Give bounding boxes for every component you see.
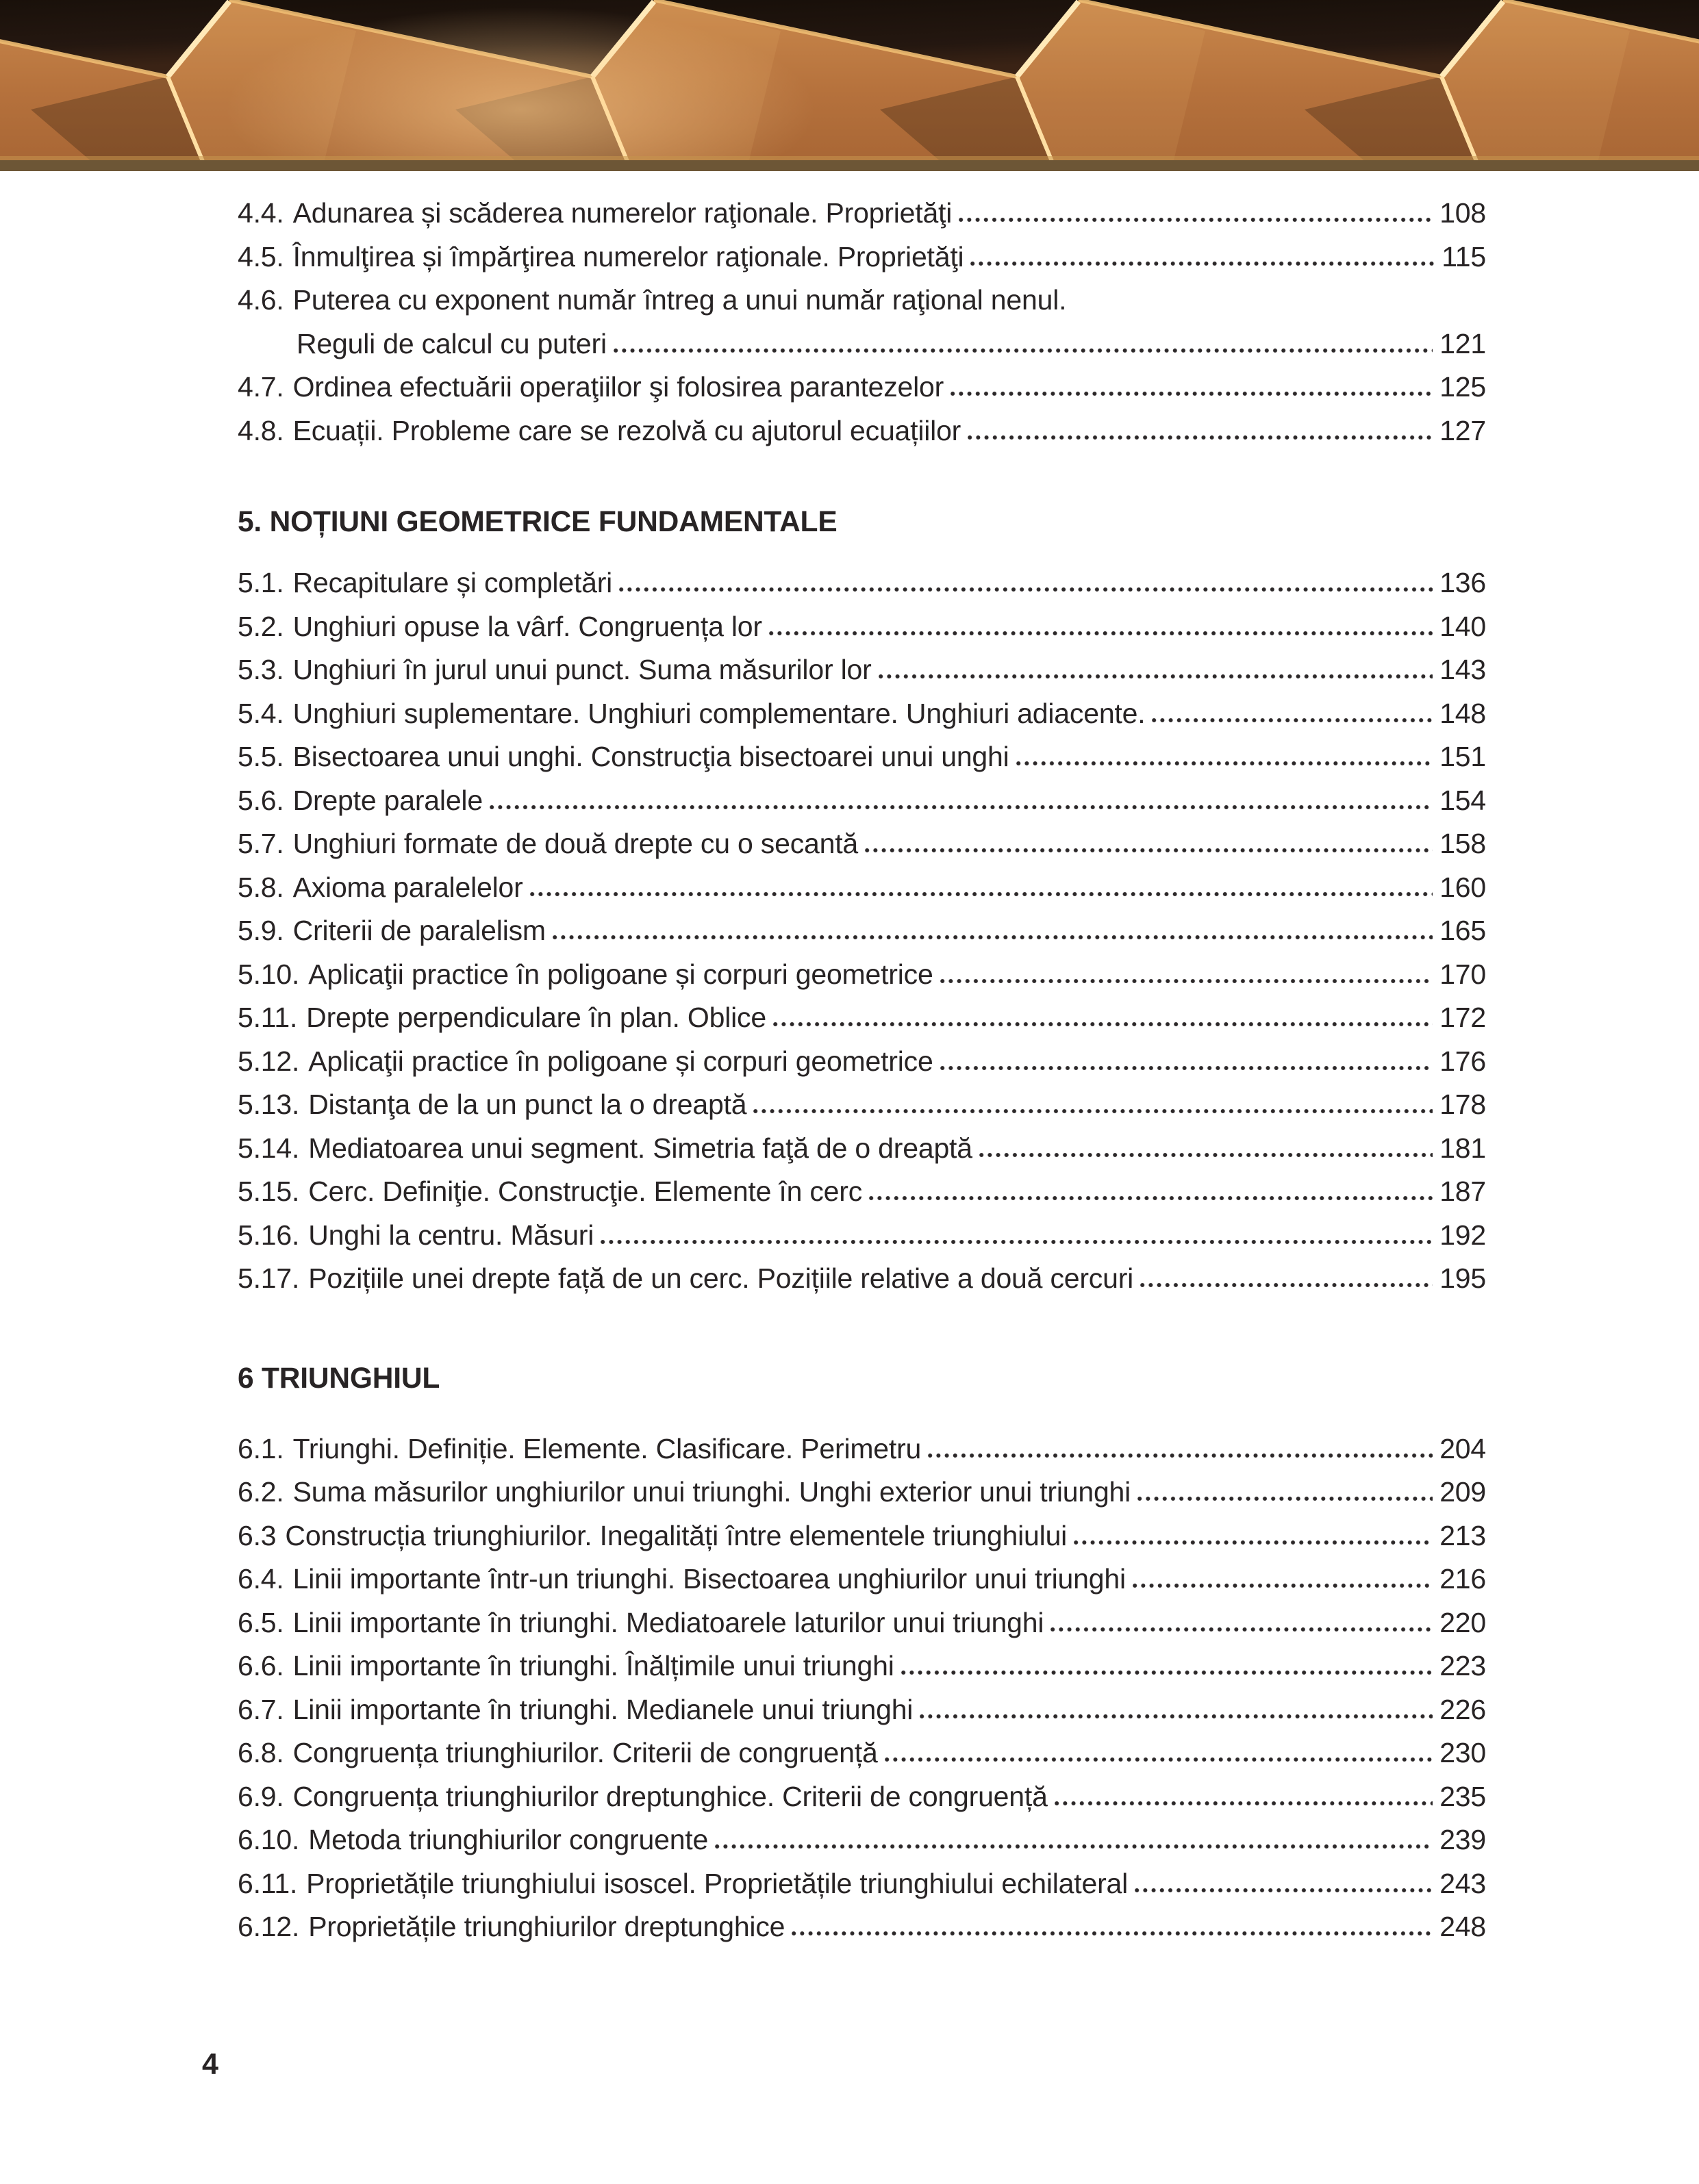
toc-entry-page-number: 204 [1439, 1432, 1486, 1464]
toc-entry-title: Linii importante în triunghi. Înălțimile unui triunghi [292, 1650, 894, 1681]
toc-entry-page-number: 143 [1439, 654, 1486, 685]
toc-entry-title: Proprietățile triunghiului isoscel. Proprietățile triunghiului echilateral [306, 1867, 1129, 1899]
toc-entry [238, 822, 1486, 866]
toc-entry-number: 4.6. [238, 284, 284, 316]
toc-entry-number: 6.11. [238, 1867, 298, 1899]
dot-leader [940, 978, 1433, 984]
toc-entry-title: Reguli de calcul cu puteri [297, 327, 607, 359]
dot-leader [959, 216, 1433, 223]
dot-leader [901, 1669, 1433, 1675]
dot-leader [885, 1756, 1433, 1762]
dot-leader [601, 1239, 1433, 1245]
toc-entry [238, 996, 1486, 1040]
toc-entry-page-number: 160 [1439, 871, 1486, 903]
toc-entry-page-number: 243 [1439, 1867, 1486, 1899]
toc-entry-title: Congruența triunghiurilor dreptunghice. Criterii de congruență [292, 1780, 1048, 1812]
toc-entry-page-number: 127 [1439, 414, 1486, 446]
dot-leader [1137, 1495, 1433, 1501]
toc-entry [238, 1514, 1486, 1558]
toc-entry-page-number: 125 [1439, 371, 1486, 403]
toc-entry-page-number: 176 [1439, 1045, 1486, 1077]
dot-leader [951, 390, 1433, 396]
toc-entry-title: Axioma paralelelor [292, 871, 523, 903]
toc-entry [238, 1862, 1486, 1906]
toc-entry-page-number: 170 [1439, 958, 1486, 990]
section-heading: 6 TRIUNGHIUL [238, 1362, 440, 1395]
toc-entry-page-number: 172 [1439, 1002, 1486, 1033]
toc-entry-page-number: 230 [1439, 1737, 1486, 1768]
dot-leader [979, 1152, 1433, 1158]
dot-leader [928, 1452, 1433, 1458]
dot-leader [1050, 1626, 1433, 1632]
toc-entry-title: Unghiuri formate de două drepte cu o secantă [292, 828, 858, 859]
toc-entry-title: Congruența triunghiurilor. Criterii de congruență [292, 1737, 878, 1768]
header-banner [0, 0, 1699, 171]
toc-entry-number: 5.10. [238, 958, 300, 990]
toc-entry-number: 5.5. [238, 741, 284, 772]
toc-entry-number: 4.5. [238, 240, 284, 272]
dot-leader [869, 1195, 1433, 1201]
toc-entry [238, 1905, 1486, 1949]
toc-entry [238, 605, 1486, 649]
toc-entry [238, 735, 1486, 779]
toc-entry-title: Pozițiile unei drepte față de un cerc. Pozițiile relative a două cercuri [308, 1262, 1134, 1294]
toc-entry-title: Suma măsurilor unghiurilor unui triunghi. Unghi exterior unui triunghi [292, 1476, 1131, 1508]
toc-entry-number: 6.2. [238, 1476, 284, 1508]
toc-entry-title: Bisectoarea unui unghi. Construcţia bisectoarei unui unghi [292, 741, 1009, 772]
toc-entry-page-number: 178 [1439, 1089, 1486, 1120]
toc-entry-page-number: 226 [1439, 1693, 1486, 1725]
toc-entry [238, 561, 1486, 605]
toc-entry-number: 4.4. [238, 197, 284, 229]
toc-entry [238, 779, 1486, 823]
toc-entry-number: 6.3 [238, 1519, 277, 1551]
dot-leader [968, 434, 1433, 440]
toc-entry-title: Unghiuri suplementare. Unghiuri complementare. Unghiuri adiacente. [292, 697, 1146, 729]
toc-entry-number: 6.10. [238, 1824, 300, 1855]
toc-entry-page-number: 213 [1439, 1519, 1486, 1551]
toc-entry-page-number: 136 [1439, 567, 1486, 598]
toc-entry-title: Unghiuri opuse la vârf. Congruența lor [292, 610, 762, 642]
section-heading: 5. NOȚIUNI GEOMETRICE FUNDAMENTALE [238, 506, 838, 538]
toc-entry-number: 5.6. [238, 784, 284, 816]
toc-entry-title: Recapitulare și completări [292, 567, 613, 598]
toc-entry-page-number: 108 [1439, 197, 1486, 229]
dot-leader [970, 260, 1435, 266]
toc-entry-title: Unghi la centru. Măsuri [308, 1219, 594, 1251]
dot-leader [940, 1065, 1433, 1071]
toc-entry-title: Unghiuri în jurul unui punct. Suma măsurilor lor [292, 654, 872, 685]
table-of-contents [0, 171, 1486, 1949]
toc-entry [238, 1471, 1486, 1514]
toc-entry-title: Proprietățile triunghiurilor dreptunghice [308, 1911, 785, 1942]
toc-entry-title: Ecuații. Probleme care se rezolvă cu ajutorul ecuațiilor [292, 414, 961, 446]
dot-leader [879, 673, 1433, 679]
dot-leader [865, 847, 1433, 853]
toc-entry [238, 366, 1486, 409]
toc-entry-page-number: 154 [1439, 784, 1486, 816]
toc-entry-page-number: 181 [1439, 1132, 1486, 1164]
toc-entry-title: Linii importante în triunghi. Medianele unui triunghi [292, 1693, 914, 1725]
toc-section [238, 500, 1486, 1301]
toc-entry-title: Linii importante în triunghi. Mediatoarele laturilor unui triunghi [292, 1606, 1044, 1638]
dot-leader [553, 934, 1433, 940]
dot-leader [920, 1713, 1433, 1719]
toc-entry [238, 1083, 1486, 1127]
toc-entry [238, 866, 1486, 910]
toc-entry [238, 1818, 1486, 1862]
toc-entry-number: 6.6. [238, 1650, 284, 1681]
toc-entry [238, 236, 1486, 279]
toc-entry-number: 6.8. [238, 1737, 284, 1768]
toc-entry-page-number: 158 [1439, 828, 1486, 859]
toc-entry-number: 6.1. [238, 1432, 284, 1464]
dot-leader [773, 1021, 1433, 1027]
toc-entry-title: Metoda triunghiurilor congruente [308, 1824, 709, 1855]
golden-cubes-graphic [0, 0, 1699, 171]
dot-leader [490, 804, 1433, 810]
toc-entry [238, 1601, 1486, 1645]
toc-entry [238, 1257, 1486, 1301]
toc-entry-page-number: 165 [1439, 915, 1486, 946]
toc-entry-title: Aplicaţii practice în poligoane și corpuri geometrice [308, 958, 933, 990]
toc-entry [238, 279, 1486, 322]
toc-entry-number: 5.13. [238, 1089, 300, 1120]
toc-entry [238, 1645, 1486, 1688]
toc-entry-title: Cerc. Definiţie. Construcţie. Elemente în cerc [308, 1176, 863, 1207]
toc-entry [238, 692, 1486, 736]
toc-entry-number: 5.4. [238, 697, 284, 729]
toc-entry [238, 409, 1486, 453]
toc-entry-page-number: 239 [1439, 1824, 1486, 1855]
toc-entry-title: Drepte paralele [292, 784, 483, 816]
toc-entry-page-number: 216 [1439, 1563, 1486, 1595]
toc-entry-page-number: 140 [1439, 610, 1486, 642]
dot-leader [1140, 1282, 1433, 1288]
dot-leader [1135, 1887, 1433, 1893]
toc-entry-number: 5.16. [238, 1219, 300, 1251]
toc-entry-page-number: 115 [1442, 240, 1486, 272]
toc-entry-title: Ordinea efectuării operaţiilor şi folosirea parantezelor [292, 371, 944, 403]
toc-entry-title: Linii importante într-un triunghi. Bisectoarea unghiurilor unui triunghi [292, 1563, 1126, 1595]
toc-entry-page-number: 148 [1439, 697, 1486, 729]
dot-leader [614, 347, 1433, 353]
toc-entry [238, 1040, 1486, 1084]
toc-entry-title: Criterii de paralelism [292, 915, 546, 946]
toc-entry-title: Puterea cu exponent număr întreg a unui număr raţional nenul. [292, 284, 1067, 316]
dot-leader [530, 891, 1433, 897]
dot-leader [792, 1930, 1433, 1936]
toc-entry [238, 1558, 1486, 1601]
toc-entry [238, 1688, 1486, 1732]
toc-entry-number: 5.2. [238, 610, 284, 642]
toc-entry-title: Aplicaţii practice în poligoane și corpuri geometrice [308, 1045, 933, 1077]
dot-leader [1016, 760, 1433, 766]
toc-entry-number: 6.12. [238, 1911, 300, 1942]
toc-section [238, 1357, 1486, 1949]
toc-entry-page-number: 192 [1439, 1219, 1486, 1251]
dot-leader [1074, 1539, 1433, 1545]
toc-entry-number: 6.4. [238, 1563, 284, 1595]
toc-entry-page-number: 248 [1439, 1911, 1486, 1942]
toc-entry [238, 1127, 1486, 1171]
toc-entry-number: 5.11. [238, 1002, 298, 1033]
toc-section [238, 192, 1486, 453]
toc-entry-number: 5.14. [238, 1132, 300, 1164]
toc-entry-number: 5.15. [238, 1176, 300, 1207]
dot-leader [1133, 1582, 1433, 1588]
toc-entry-title: Mediatoarea unui segment. Simetria faţă de o dreaptă [308, 1132, 972, 1164]
toc-entry [238, 1731, 1486, 1775]
dot-leader [619, 586, 1433, 592]
toc-entry-title: Adunarea și scăderea numerelor raţionale. Proprietăţi [292, 197, 953, 229]
toc-entry-number: 4.7. [238, 371, 284, 403]
toc-entry-page-number: 151 [1439, 741, 1486, 772]
toc-entry [238, 909, 1486, 953]
toc-entry [238, 953, 1486, 997]
toc-entry-title: Distanţa de la un punct la o dreaptă [308, 1089, 747, 1120]
toc-entry-page-number: 121 [1439, 327, 1486, 359]
dot-leader [715, 1843, 1433, 1849]
toc-entry-number: 5.1. [238, 567, 284, 598]
toc-entry-page-number: 235 [1439, 1780, 1486, 1812]
toc-entry [238, 1427, 1486, 1471]
dot-leader [753, 1108, 1433, 1114]
toc-entry-page-number: 195 [1439, 1262, 1486, 1294]
toc-entry-number: 5.8. [238, 871, 284, 903]
toc-entry-page-number: 187 [1439, 1176, 1486, 1207]
toc-entry-number: 4.8. [238, 414, 284, 446]
dot-leader [769, 630, 1433, 636]
toc-entry-number: 6.9. [238, 1780, 284, 1812]
toc-entry-number: 5.7. [238, 828, 284, 859]
toc-entry [238, 648, 1486, 692]
toc-entry-title: Drepte perpendiculare în plan. Oblice [306, 1002, 766, 1033]
toc-entry-title: Triunghi. Definiție. Elemente. Clasificare. Perimetru [292, 1432, 922, 1464]
dot-leader [1055, 1800, 1433, 1806]
toc-entry-number: 5.3. [238, 654, 284, 685]
toc-entry-page-number: 209 [1439, 1476, 1486, 1508]
toc-entry-number: 6.7. [238, 1693, 284, 1725]
toc-entry [238, 1775, 1486, 1819]
dot-leader [1152, 717, 1433, 723]
toc-entry [238, 1170, 1486, 1214]
page-number: 4 [202, 2048, 218, 2081]
toc-entry-number: 6.5. [238, 1606, 284, 1638]
toc-entry [238, 322, 1486, 366]
toc-entry-number: 5.12. [238, 1045, 300, 1077]
toc-entry-title: Construcția triunghiurilor. Inegalități între elementele triunghiului [285, 1519, 1068, 1551]
toc-entry-page-number: 220 [1439, 1606, 1486, 1638]
toc-entry [238, 1214, 1486, 1258]
toc-entry-number: 5.17. [238, 1262, 300, 1294]
toc-entry-page-number: 223 [1439, 1650, 1486, 1681]
toc-entry [238, 192, 1486, 236]
toc-entry-number: 5.9. [238, 915, 284, 946]
toc-entry-title: Înmulţirea și împărţirea numerelor raţionale. Proprietăţi [292, 240, 964, 272]
